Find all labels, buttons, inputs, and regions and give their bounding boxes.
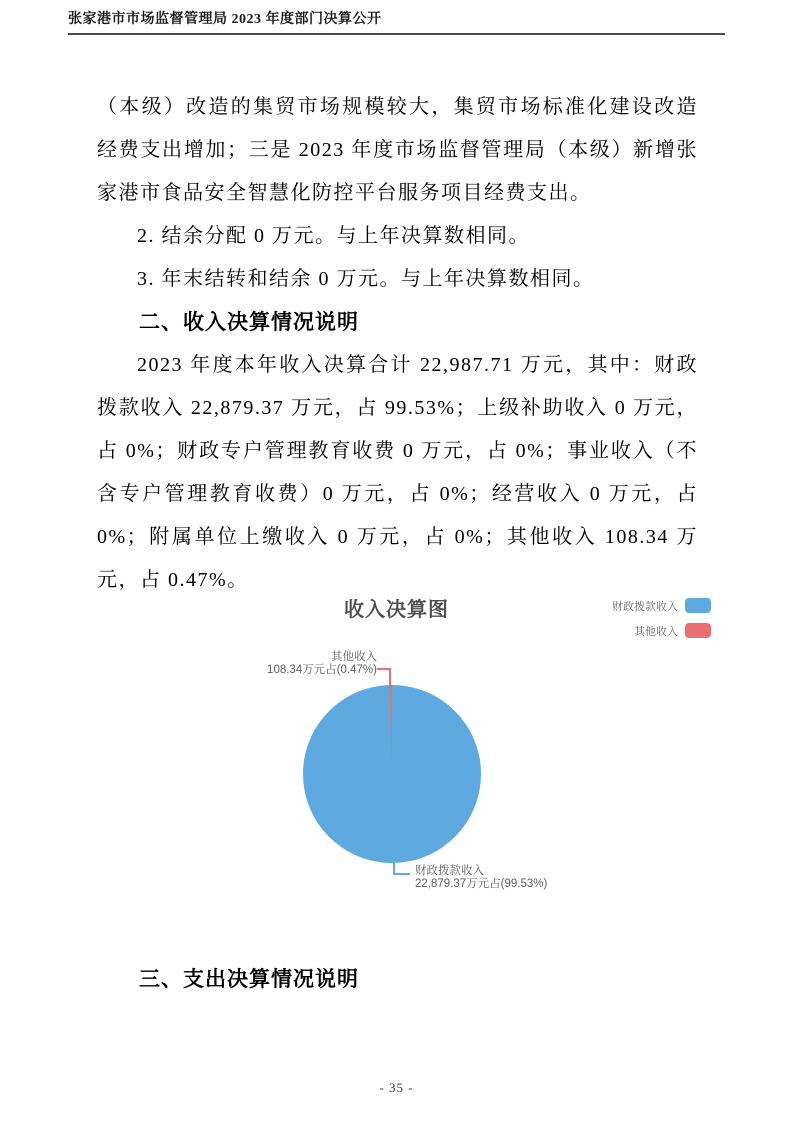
paragraph-income-details: 2023 年度本年收入决算合计 22,987.71 万元，其中：财政拨款收入 22,879.37 万元，占 99.53%；上级补助收入 0 万元，占 0%；财政专户管理教育收费 0 万元，占 0%；事业收入（不含专户管理教育收费）0 万元，占 0%；经营收入 0 万元，占 0%；附属单位上缴收入 0 万元，占 0%；其他收入 108.34 万元，占 0.47%。 bbox=[97, 354, 698, 591]
leader-line-other bbox=[377, 669, 390, 686]
page-number: - 35 - bbox=[379, 1080, 414, 1095]
label-fiscal-income-name: 财政拨款收入 bbox=[415, 865, 484, 877]
legend-swatch-fiscal bbox=[685, 598, 711, 613]
legend-item-fiscal bbox=[612, 598, 711, 613]
legend-item-other bbox=[612, 623, 711, 638]
document-body bbox=[97, 86, 698, 602]
page-header bbox=[68, 10, 725, 35]
legend-swatch-other bbox=[685, 623, 711, 638]
label-fiscal-income-value: 22,879.37万元占(99.53%) bbox=[415, 878, 548, 890]
legend-label: 其他收入 bbox=[634, 625, 678, 638]
section-heading-income: 二、收入决算情况说明 bbox=[139, 311, 359, 334]
chart-legend bbox=[612, 598, 711, 648]
chart-title: 收入决算图 bbox=[344, 599, 449, 621]
header-title: 张家港市市场监督管理局 2023 年度部门决算公开 bbox=[68, 12, 382, 27]
header-rule bbox=[68, 33, 725, 35]
legend-label: 财政拨款收入 bbox=[612, 600, 678, 613]
label-other-income-value: 108.34万元占(0.47%) bbox=[267, 664, 377, 676]
label-other-income-name: 其他收入 bbox=[331, 651, 377, 663]
leader-line-fiscal bbox=[394, 861, 410, 874]
list-item-3: 3. 年末结转和结余 0 万元。与上年决算数相同。 bbox=[137, 268, 595, 290]
label-other-income bbox=[267, 651, 377, 677]
income-pie-chart bbox=[0, 585, 793, 915]
list-item-2: 2. 结余分配 0 万元。与上年决算数相同。 bbox=[137, 225, 530, 247]
label-fiscal-income bbox=[415, 865, 547, 891]
pie-svg bbox=[262, 655, 522, 895]
paragraph-continuation: （本级）改造的集贸市场规模较大，集贸市场标准化建设改造经费支出增加；三是 2023 年度市场监督管理局（本级）新增张家港市食品安全智慧化防控平台服务项目经费支出。 bbox=[97, 96, 698, 204]
section-heading-expenditure: 三、支出决算情况说明 bbox=[139, 968, 359, 991]
